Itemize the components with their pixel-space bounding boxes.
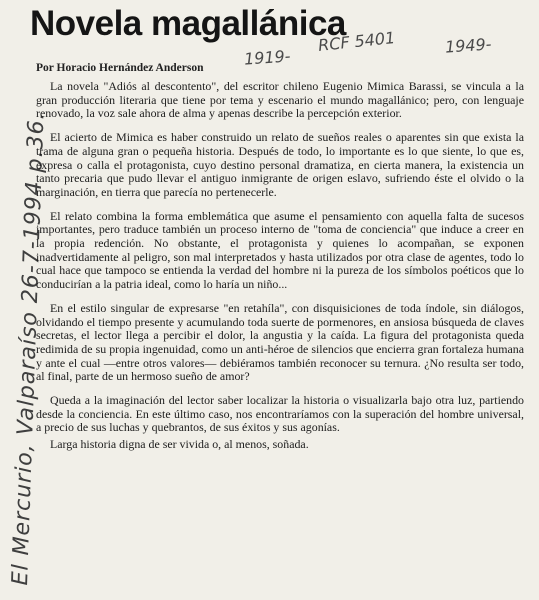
article-paragraph: El acierto de Mimica es haber construido un relato de sueños reales o aparentes sin que exista la trama de alguna gran o pequeña historia. Después de todo, lo importante es lo que siente, lo que es, expresa o calla el protagonista, cuyo destino personal dramatiza, en cierta manera, la existencia un tanto precaria que pudo llevar el antiguo inmigrante de origen eslavo, sufriendo éste el olvido o la marginación, en tierra que parecía no pertenecerle.: [36, 130, 524, 199]
handwritten-source-note: El Mercurio, Valparaíso 26-7-1994 p.36.: [8, 111, 50, 586]
article-paragraph: En el estilo singular de expresarse "en retahíla", con disquisiciones de toda índole, sin diálogos, olvidando el tiempo presente y acumulando toda suerte de pormenores, en ansiosa búsqueda de claves secretas, el lector llega a percibir el dolor, la angustia y la caída. La figura del protagonista queda redimida de su propia ingenuidad, como un anti-héroe de silencios que encierra gran fortaleza humana y ante el cual —entre otros valores— debiéramos también reconocer su ternura. ¿No resulta ser todo, al final, parte de un hermoso sueño de amor?: [36, 300, 524, 384]
article-byline: Por Horacio Hernández Anderson: [36, 62, 204, 74]
article-paragraph: La novela "Adiós al descontento", del escritor chileno Eugenio Mimica Barassi, se vincula a la gran producción literaria que tiene por tema y escenario el mundo magallánico; pero, con lenguaje renovado, la voz sale ahora de alma y apenas describe la percepción exterior.: [36, 79, 524, 121]
handwritten-catalog-code: RCF 5401: [317, 28, 397, 55]
handwritten-year-end: 1949-: [444, 34, 493, 57]
article-paragraph: Larga historia digna de ser vivida o, al menos, soñada.: [50, 437, 309, 452]
handwritten-year-start: 1919-: [243, 46, 292, 69]
article-paragraph: Queda a la imaginación del lector saber localizar la historia o visualizarla bajo otra luz, partiendo desde la conciencia. En este último caso, nos encontraríamos con la superación del hombre universal, a precio de sus luchas y quebrantos, de sus éxitos y sus agonías.: [36, 393, 524, 435]
article-paragraph: El relato combina la forma emblemática que asume el pensamiento con aquella falta de sucesos importantes, pero traduce también un proceso interno de "toma de conciencia" que induce a creer en la propia redención. No obstante, el protagonista y quienes lo acompañan, se exponen inadvertidamente al peligro, son mal interpretados y hasta utilizados por otra clase de agentes, todo lo cual hace que tampoco se entienda la verdad del hombre ni la pureza de los símbolos poéticos que lo conducirían a la patria ideal, como lo haría un niño...: [36, 208, 524, 292]
article-body: [36, 80, 524, 462]
article-title: Novela magallánica: [30, 4, 346, 43]
